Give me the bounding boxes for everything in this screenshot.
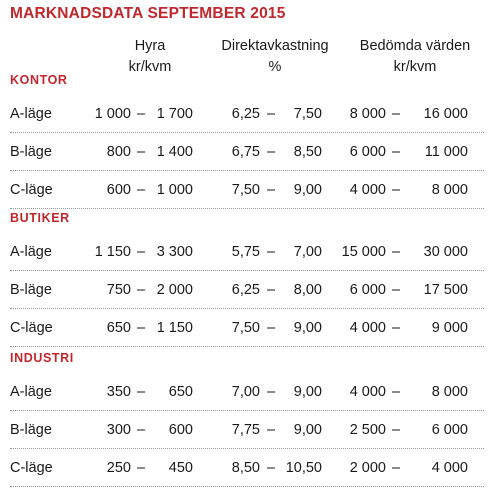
range-dash: – <box>392 182 401 198</box>
cell-yield-low: 7,50 <box>231 182 260 198</box>
cell-rent-low: 650 <box>106 320 131 336</box>
table-row <box>0 309 500 347</box>
column-header-rent <box>105 36 195 78</box>
range-dash: – <box>137 384 146 400</box>
cell-yield-high: 8,00 <box>293 282 322 298</box>
row-label: A-läge <box>10 106 52 122</box>
column-header-yield <box>215 36 335 78</box>
column-header-value <box>350 36 480 78</box>
cell-yield-high: 10,50 <box>285 460 322 476</box>
cell-yield-high: 7,00 <box>293 244 322 260</box>
cell-rent-high: 1 400 <box>156 144 193 160</box>
range-dash: – <box>392 422 401 438</box>
table-row <box>0 449 500 487</box>
range-dash: – <box>267 460 276 476</box>
range-dash: – <box>137 422 146 438</box>
cell-rent-high: 600 <box>168 422 193 438</box>
row-label: B-läge <box>10 282 52 298</box>
cell-value-low: 6 000 <box>349 144 386 160</box>
cell-yield-low: 6,25 <box>231 282 260 298</box>
cell-yield-low: 6,25 <box>231 106 260 122</box>
cell-rent-high: 1 150 <box>156 320 193 336</box>
range-dash: – <box>392 384 401 400</box>
range-dash: – <box>392 244 401 260</box>
range-dash: – <box>137 460 146 476</box>
cell-value-high: 4 000 <box>431 460 468 476</box>
row-label: B-läge <box>10 422 52 438</box>
cell-rent-low: 750 <box>106 282 131 298</box>
table-row <box>0 271 500 309</box>
table-title: MARKNADSDATA SEPTEMBER 2015 <box>10 5 286 22</box>
cell-value-low: 6 000 <box>349 282 386 298</box>
cell-rent-low: 800 <box>106 144 131 160</box>
cell-value-high: 8 000 <box>431 182 468 198</box>
range-dash: – <box>392 144 401 160</box>
cell-yield-low: 6,75 <box>231 144 260 160</box>
range-dash: – <box>137 320 146 336</box>
range-dash: – <box>267 144 276 160</box>
cell-value-low: 2 500 <box>349 422 386 438</box>
range-dash: – <box>137 106 146 122</box>
range-dash: – <box>392 106 401 122</box>
cell-rent-high: 650 <box>168 384 193 400</box>
cell-value-low: 15 000 <box>341 244 386 260</box>
cell-value-high: 30 000 <box>423 244 468 260</box>
cell-yield-low: 7,75 <box>231 422 260 438</box>
column-header-value-unit: kr/kvm <box>393 59 437 75</box>
cell-rent-low: 300 <box>106 422 131 438</box>
row-label: A-läge <box>10 384 52 400</box>
table-row <box>0 133 500 171</box>
row-divider <box>10 208 484 209</box>
column-header-rent-title: Hyra <box>134 38 166 54</box>
table-row <box>0 373 500 411</box>
cell-rent-low: 1 000 <box>94 106 131 122</box>
cell-value-low: 2 000 <box>349 460 386 476</box>
range-dash: – <box>137 182 146 198</box>
range-dash: – <box>267 182 276 198</box>
cell-yield-high: 8,50 <box>293 144 322 160</box>
row-label: C-läge <box>10 182 53 198</box>
cell-value-high: 9 000 <box>431 320 468 336</box>
row-label: A-läge <box>10 244 52 260</box>
row-label: C-läge <box>10 320 53 336</box>
row-divider <box>10 486 484 487</box>
cell-rent-high: 2 000 <box>156 282 193 298</box>
cell-yield-high: 9,00 <box>293 182 322 198</box>
cell-rent-high: 3 300 <box>156 244 193 260</box>
cell-rent-low: 1 150 <box>94 244 131 260</box>
cell-value-high: 17 500 <box>423 282 468 298</box>
cell-rent-high: 450 <box>168 460 193 476</box>
cell-rent-high: 1 000 <box>156 182 193 198</box>
range-dash: – <box>392 320 401 336</box>
cell-value-low: 4 000 <box>349 320 386 336</box>
column-header-yield-unit: % <box>268 59 282 75</box>
section-heading: INDUSTRI <box>10 351 74 365</box>
cell-value-low: 4 000 <box>349 182 386 198</box>
cell-yield-low: 5,75 <box>231 244 260 260</box>
cell-value-high: 11 000 <box>424 144 468 160</box>
range-dash: – <box>267 320 276 336</box>
table-row <box>0 171 500 209</box>
cell-yield-high: 9,00 <box>293 320 322 336</box>
cell-rent-low: 350 <box>106 384 131 400</box>
cell-value-high: 16 000 <box>423 106 468 122</box>
row-divider <box>10 346 484 347</box>
table-row <box>0 411 500 449</box>
column-header-rent-unit: kr/kvm <box>128 59 172 75</box>
cell-rent-low: 250 <box>106 460 131 476</box>
cell-value-high: 6 000 <box>431 422 468 438</box>
range-dash: – <box>267 384 276 400</box>
cell-yield-low: 8,50 <box>231 460 260 476</box>
range-dash: – <box>137 244 146 260</box>
column-header-yield-title: Direktavkastning <box>221 38 329 54</box>
cell-yield-low: 7,00 <box>231 384 260 400</box>
cell-yield-high: 9,00 <box>293 422 322 438</box>
table-row <box>0 233 500 271</box>
range-dash: – <box>267 106 276 122</box>
range-dash: – <box>392 460 401 476</box>
row-label: B-läge <box>10 144 52 160</box>
section-heading: BUTIKER <box>10 211 70 225</box>
row-label: C-läge <box>10 460 53 476</box>
cell-value-low: 8 000 <box>349 106 386 122</box>
range-dash: – <box>137 282 146 298</box>
range-dash: – <box>267 282 276 298</box>
cell-yield-high: 7,50 <box>293 106 322 122</box>
column-header-value-title: Bedömda värden <box>359 38 471 54</box>
cell-rent-high: 1 700 <box>156 106 193 122</box>
section-heading: KONTOR <box>10 73 68 87</box>
cell-yield-high: 9,00 <box>293 384 322 400</box>
range-dash: – <box>267 422 276 438</box>
cell-rent-low: 600 <box>106 182 131 198</box>
range-dash: – <box>392 282 401 298</box>
range-dash: – <box>267 244 276 260</box>
cell-value-low: 4 000 <box>349 384 386 400</box>
range-dash: – <box>137 144 146 160</box>
table-row <box>0 95 500 133</box>
cell-yield-low: 7,50 <box>231 320 260 336</box>
cell-value-high: 8 000 <box>431 384 468 400</box>
